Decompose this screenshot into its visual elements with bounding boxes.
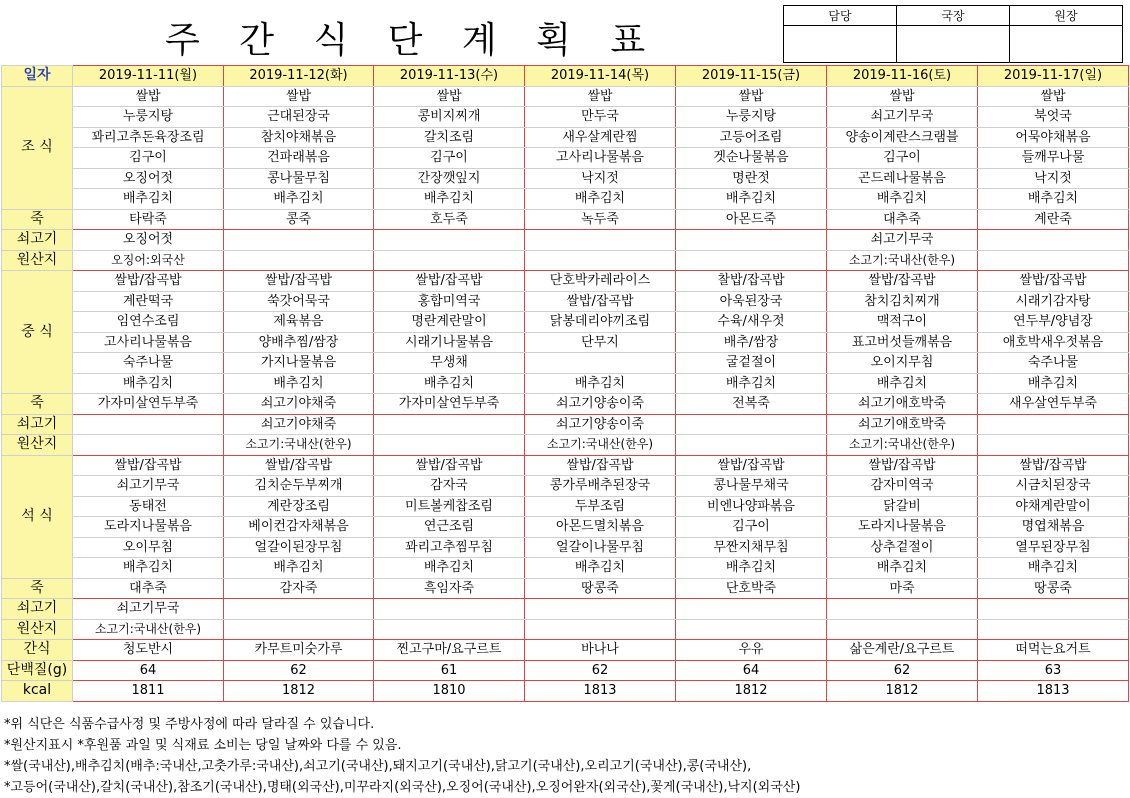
porridge-cell: 쇠고기야채죽 [224,394,374,415]
origin-source-cell: 소고기:국내산(한우) [827,435,978,456]
menu-cell: 동태전 [73,496,224,517]
menu-cell: 쌀밥/잡곡밥 [676,455,827,476]
menu-cell: 숙주나물 [978,353,1129,374]
origin-dish-cell: 쇠고기애호박죽 [827,414,978,435]
origin-row [2,250,1129,271]
menu-cell: 배추김치 [827,189,978,210]
porridge-cell: 대추죽 [827,209,978,230]
menu-cell: 김구이 [827,148,978,169]
menu-cell: 상추겉절이 [827,537,978,558]
origin-source-cell: 소고기:국내산(한우) [525,435,676,456]
origin-source-cell [73,435,224,456]
menu-row [2,291,1129,312]
menu-cell: 쌀밥/잡곡밥 [525,455,676,476]
menu-cell: 누룽지탕 [676,107,827,128]
origin-dish-cell [224,230,374,251]
origin-source-cell: 소고기:국내산(한우) [224,435,374,456]
menu-cell: 쌀밥 [525,86,676,107]
origin-source-cell [676,435,827,456]
porridge-cell: 타락죽 [73,209,224,230]
origin-dish-cell [978,230,1129,251]
menu-cell: 배추김치 [978,373,1129,394]
menu-cell: 굴겉절이 [676,353,827,374]
menu-cell: 꽈리고추찜무침 [374,537,525,558]
menu-cell: 오이지무침 [827,353,978,374]
porridge-row [2,578,1129,599]
menu-row [2,189,1129,210]
menu-cell: 배추김치 [525,373,676,394]
kcal-cell: 1812 [827,681,978,702]
origin-source-cell: 소고기:국내산(한우) [73,619,224,640]
menu-cell: 도라지나물볶음 [73,517,224,538]
origin-source-cell [676,619,827,640]
porridge-cell: 땅콩죽 [525,578,676,599]
day-header: 2019-11-14(목) [525,66,676,87]
menu-cell: 북엇국 [978,107,1129,128]
approval-box [783,5,1123,63]
protein-cell: 64 [676,660,827,681]
porridge-cell: 계란죽 [978,209,1129,230]
menu-cell: 찰밥/잡곡밥 [676,271,827,292]
menu-cell: 콩나물무채국 [676,476,827,497]
day-header: 2019-11-11(월) [73,66,224,87]
origin-dish-cell [525,230,676,251]
menu-cell: 제육볶음 [224,312,374,333]
menu-cell: 쌀밥/잡곡밥 [224,271,374,292]
day-header: 2019-11-16(토) [827,66,978,87]
menu-cell: 김치순두부찌개 [224,476,374,497]
menu-cell: 감자국 [374,476,525,497]
origin-dish-cell [374,599,525,620]
menu-cell: 비엔나양파볶음 [676,496,827,517]
menu-cell: 간장깻잎지 [374,168,525,189]
porridge-label: 죽 [2,578,73,599]
menu-cell: 쌀밥/잡곡밥 [73,455,224,476]
note-line: *고등어(국내산),갈치(국내산),참조기(국내산),명태(외국산),미꾸라지(외국산),오징어(국내산),오징어완자(외국산),꽃게(국내산),낙지(외국산) [4,780,801,795]
origin-label: 원산지 [2,250,73,271]
porridge-cell: 쇠고기애호박죽 [827,394,978,415]
protein-cell: 61 [374,660,525,681]
notes [4,714,800,798]
menu-cell: 배추김치 [676,373,827,394]
protein-cell: 64 [73,660,224,681]
approval-header-head: 원장 [1010,6,1123,26]
menu-cell: 쇠고기무국 [827,107,978,128]
protein-cell: 63 [978,660,1129,681]
menu-cell: 맥적구이 [827,312,978,333]
menu-cell: 배추김치 [676,558,827,579]
menu-cell: 쌀밥/잡곡밥 [978,271,1129,292]
kcal-cell: 1813 [978,681,1129,702]
menu-cell: 계란떡국 [73,291,224,312]
page-title: 주 간 식 단 계 획 표 [165,20,660,61]
menu-cell: 쌀밥/잡곡밥 [374,455,525,476]
origin-label: 원산지 [2,435,73,456]
porridge-cell: 쇠고기양송이죽 [525,394,676,415]
menu-cell: 쌀밥 [827,86,978,107]
menu-cell: 쌀밥/잡곡밥 [978,455,1129,476]
breakfast-label: 조 식 [2,86,73,209]
origin-label: 쇠고기 [2,230,73,251]
menu-cell: 배추김치 [978,189,1129,210]
origin-source-cell: 소고기:국내산(한우) [827,250,978,271]
menu-cell: 근대된장국 [224,107,374,128]
menu-cell: 들깨무나물 [978,148,1129,169]
day-header: 2019-11-15(금) [676,66,827,87]
menu-cell: 배추김치 [224,373,374,394]
origin-dish-cell: 쇠고기무국 [73,599,224,620]
menu-cell: 갈치조림 [374,127,525,148]
menu-row [2,168,1129,189]
menu-cell: 얼갈이나물무침 [525,537,676,558]
menu-cell: 쌀밥/잡곡밥 [224,455,374,476]
menu-cell: 시래기감자탕 [978,291,1129,312]
protein-cell: 62 [224,660,374,681]
origin-source-cell [224,250,374,271]
menu-cell: 배추김치 [73,189,224,210]
origin-label: 쇠고기 [2,414,73,435]
menu-cell: 가지나물볶음 [224,353,374,374]
menu-cell: 쌀밥/잡곡밥 [374,271,525,292]
day-header: 2019-11-17(일) [978,66,1129,87]
menu-cell: 김구이 [73,148,224,169]
menu-cell: 고등어조림 [676,127,827,148]
menu-cell: 건파래볶음 [224,148,374,169]
protein-cell: 62 [525,660,676,681]
menu-cell: 야채계란말이 [978,496,1129,517]
menu-cell: 배추김치 [73,373,224,394]
menu-cell: 쌀밥 [978,86,1129,107]
menu-cell: 홍합미역국 [374,291,525,312]
origin-dish-cell: 쇠고기무국 [827,230,978,251]
menu-row [2,312,1129,333]
menu-cell: 배추김치 [525,189,676,210]
snack-cell: 청도반시 [73,640,224,661]
menu-cell: 도라지나물볶음 [827,517,978,538]
menu-row [2,537,1129,558]
protein-cell: 62 [827,660,978,681]
menu-cell: 배추김치 [224,189,374,210]
menu-cell: 쌀밥 [73,86,224,107]
menu-cell: 참치김치찌개 [827,291,978,312]
menu-cell: 아욱된장국 [676,291,827,312]
menu-cell: 오이무침 [73,537,224,558]
menu-cell: 단무지 [525,332,676,353]
menu-row [2,496,1129,517]
kcal-row [2,681,1129,702]
kcal-label: kcal [2,681,73,702]
kcal-cell: 1811 [73,681,224,702]
note-line: *위 식단은 식품수급사정 및 주방사정에 따라 달라질 수 있습니다. [4,717,375,732]
day-header: 2019-11-13(수) [374,66,525,87]
snack-cell: 우유 [676,640,827,661]
menu-row [2,373,1129,394]
approval-header-manager: 담당 [784,6,897,26]
origin-dish-cell [676,230,827,251]
note-line: *원산지표시 *후원품 과일 및 식재료 소비는 당일 날짜와 다를 수 있음. [4,738,402,753]
origin-label: 원산지 [2,619,73,640]
menu-cell: 단호박카레라이스 [525,271,676,292]
menu-cell: 쌀밥 [374,86,525,107]
origin-dish-cell [978,414,1129,435]
porridge-cell: 새우살연두부죽 [978,394,1129,415]
origin-source-cell [525,250,676,271]
menu-cell: 명란젓 [676,168,827,189]
lunch-label: 중 식 [2,271,73,394]
menu-cell: 쌀밥/잡곡밥 [827,455,978,476]
menu-cell: 무생채 [374,353,525,374]
menu-cell: 배추김치 [224,558,374,579]
origin-source-cell [525,619,676,640]
kcal-cell: 1812 [224,681,374,702]
porridge-cell: 감자죽 [224,578,374,599]
origin-source-cell [978,435,1129,456]
snack-cell: 바나나 [525,640,676,661]
porridge-label: 죽 [2,209,73,230]
menu-row [2,107,1129,128]
menu-row [2,86,1129,107]
menu-row [2,148,1129,169]
menu-cell: 베이컨감자채볶음 [224,517,374,538]
menu-row [2,455,1129,476]
menu-row [2,476,1129,497]
approval-sign-manager[interactable] [784,26,897,63]
menu-cell: 배추/쌈장 [676,332,827,353]
protein-label: 단백질(g) [2,660,73,681]
protein-row [2,660,1129,681]
origin-dish-cell [676,414,827,435]
menu-cell: 배추김치 [73,558,224,579]
menu-cell: 쇠고기무국 [73,476,224,497]
snack-cell: 삶은계란/요구르트 [827,640,978,661]
date-row [2,66,1129,87]
menu-cell: 새우살계란찜 [525,127,676,148]
origin-row [2,230,1129,251]
porridge-cell: 단호박죽 [676,578,827,599]
origin-dish-cell: 쇠고기양송이죽 [525,414,676,435]
origin-source-cell [827,619,978,640]
snack-cell: 카무트미숫가루 [224,640,374,661]
menu-cell: 미트볼케찹조림 [374,496,525,517]
origin-dish-cell [525,599,676,620]
menu-cell: 어묵야채볶음 [978,127,1129,148]
menu-cell: 얼갈이된장무침 [224,537,374,558]
menu-cell: 콩가루배추된장국 [525,476,676,497]
porridge-cell: 아몬드죽 [676,209,827,230]
menu-cell: 배추김치 [676,189,827,210]
origin-dish-cell [224,599,374,620]
porridge-row [2,209,1129,230]
date-label: 일자 [2,66,73,87]
menu-cell: 명엽채볶음 [978,517,1129,538]
weekly-menu-table [1,65,1129,702]
menu-cell: 꽈리고추돈육장조림 [73,127,224,148]
origin-row [2,435,1129,456]
origin-source-cell [374,435,525,456]
menu-cell: 쌀밥/잡곡밥 [73,271,224,292]
menu-cell: 오징어젓 [73,168,224,189]
note-line: *쌀(국내산),배추김치(배추:국내산,고춧가루:국내산),쇠고기(국내산),돼지고기(국내산),닭고기(국내산),오리고기(국내산),콩(국내산), [4,759,752,774]
menu-cell: 고사리나물볶음 [525,148,676,169]
kcal-cell: 1812 [676,681,827,702]
menu-cell: 겟순나물볶음 [676,148,827,169]
snack-cell: 떠먹는요거트 [978,640,1129,661]
origin-source-cell [374,619,525,640]
menu-cell: 표고버섯들깨볶음 [827,332,978,353]
origin-dish-cell: 쇠고기야채죽 [224,414,374,435]
origin-dish-cell [73,414,224,435]
menu-cell: 참치야채볶음 [224,127,374,148]
menu-cell: 쌀밥 [676,86,827,107]
origin-source-cell [978,619,1129,640]
menu-cell: 배추김치 [374,189,525,210]
porridge-cell: 녹두죽 [525,209,676,230]
menu-cell: 쌀밥/잡곡밥 [827,271,978,292]
porridge-cell: 가자미살연두부죽 [374,394,525,415]
menu-cell: 배추김치 [525,558,676,579]
porridge-cell: 콩죽 [224,209,374,230]
approval-sign-director[interactable] [897,26,1010,63]
menu-cell: 낙지젓 [978,168,1129,189]
menu-cell: 누룽지탕 [73,107,224,128]
menu-row [2,353,1129,374]
snack-label: 간식 [2,640,73,661]
menu-row [2,517,1129,538]
menu-cell: 숙주나물 [73,353,224,374]
menu-cell: 배추김치 [978,558,1129,579]
menu-cell: 배추김치 [374,558,525,579]
menu-cell: 양송이계란스크램블 [827,127,978,148]
menu-cell: 아몬드멸치볶음 [525,517,676,538]
menu-cell: 만두국 [525,107,676,128]
approval-header-director: 국장 [897,6,1010,26]
menu-row [2,127,1129,148]
origin-source-cell [978,250,1129,271]
menu-cell: 닭갈비 [827,496,978,517]
menu-cell: 쌀밥 [224,86,374,107]
menu-cell: 감자미역국 [827,476,978,497]
menu-cell: 낙지젓 [525,168,676,189]
menu-row [2,271,1129,292]
origin-row [2,599,1129,620]
menu-cell: 배추김치 [374,373,525,394]
menu-cell: 임연수조림 [73,312,224,333]
day-header: 2019-11-12(화) [224,66,374,87]
origin-dish-cell [676,599,827,620]
menu-cell: 콩나물무침 [224,168,374,189]
menu-row [2,558,1129,579]
origin-source-cell [374,250,525,271]
origin-source-cell [224,619,374,640]
menu-cell: 시금치된장국 [978,476,1129,497]
origin-dish-cell [978,599,1129,620]
menu-cell: 두부조림 [525,496,676,517]
origin-source-cell [676,250,827,271]
porridge-label: 죽 [2,394,73,415]
menu-cell: 연근조림 [374,517,525,538]
menu-cell: 계란장조림 [224,496,374,517]
menu-cell [525,353,676,374]
menu-cell: 수육/새우젓 [676,312,827,333]
menu-cell: 김구이 [374,148,525,169]
menu-cell: 닭봉데리야끼조림 [525,312,676,333]
menu-cell: 배추김치 [827,373,978,394]
menu-cell: 김구이 [676,517,827,538]
menu-cell: 고사리나물볶음 [73,332,224,353]
origin-row [2,414,1129,435]
menu-cell: 배추김치 [827,558,978,579]
menu-cell: 시래기나물볶음 [374,332,525,353]
approval-sign-head[interactable] [1010,26,1123,63]
snack-row [2,640,1129,661]
porridge-cell: 호두죽 [374,209,525,230]
menu-cell: 애호박새우젓볶음 [978,332,1129,353]
snack-cell: 찐고구마/요구르트 [374,640,525,661]
menu-cell: 쌀밥/잡곡밥 [525,291,676,312]
dinner-label: 석 식 [2,455,73,578]
origin-label: 쇠고기 [2,599,73,620]
menu-cell: 명란계란말이 [374,312,525,333]
origin-dish-cell: 오징어젓 [73,230,224,251]
origin-dish-cell [374,414,525,435]
menu-cell: 양배추찜/쌈장 [224,332,374,353]
menu-cell: 무짠지채무침 [676,537,827,558]
porridge-cell: 전복죽 [676,394,827,415]
menu-cell: 곤드레나물볶음 [827,168,978,189]
porridge-cell: 땅콩죽 [978,578,1129,599]
menu-cell: 연두부/양념장 [978,312,1129,333]
origin-dish-cell [374,230,525,251]
kcal-cell: 1810 [374,681,525,702]
menu-cell: 쑥갓어묵국 [224,291,374,312]
origin-dish-cell [827,599,978,620]
origin-row [2,619,1129,640]
porridge-row [2,394,1129,415]
origin-source-cell: 오징어:외국산 [73,250,224,271]
menu-cell: 콩비지찌개 [374,107,525,128]
porridge-cell: 대추죽 [73,578,224,599]
menu-cell: 열무된장무침 [978,537,1129,558]
menu-row [2,332,1129,353]
porridge-cell: 마죽 [827,578,978,599]
kcal-cell: 1813 [525,681,676,702]
porridge-cell: 가자미살연두부죽 [73,394,224,415]
porridge-cell: 흑임자죽 [374,578,525,599]
